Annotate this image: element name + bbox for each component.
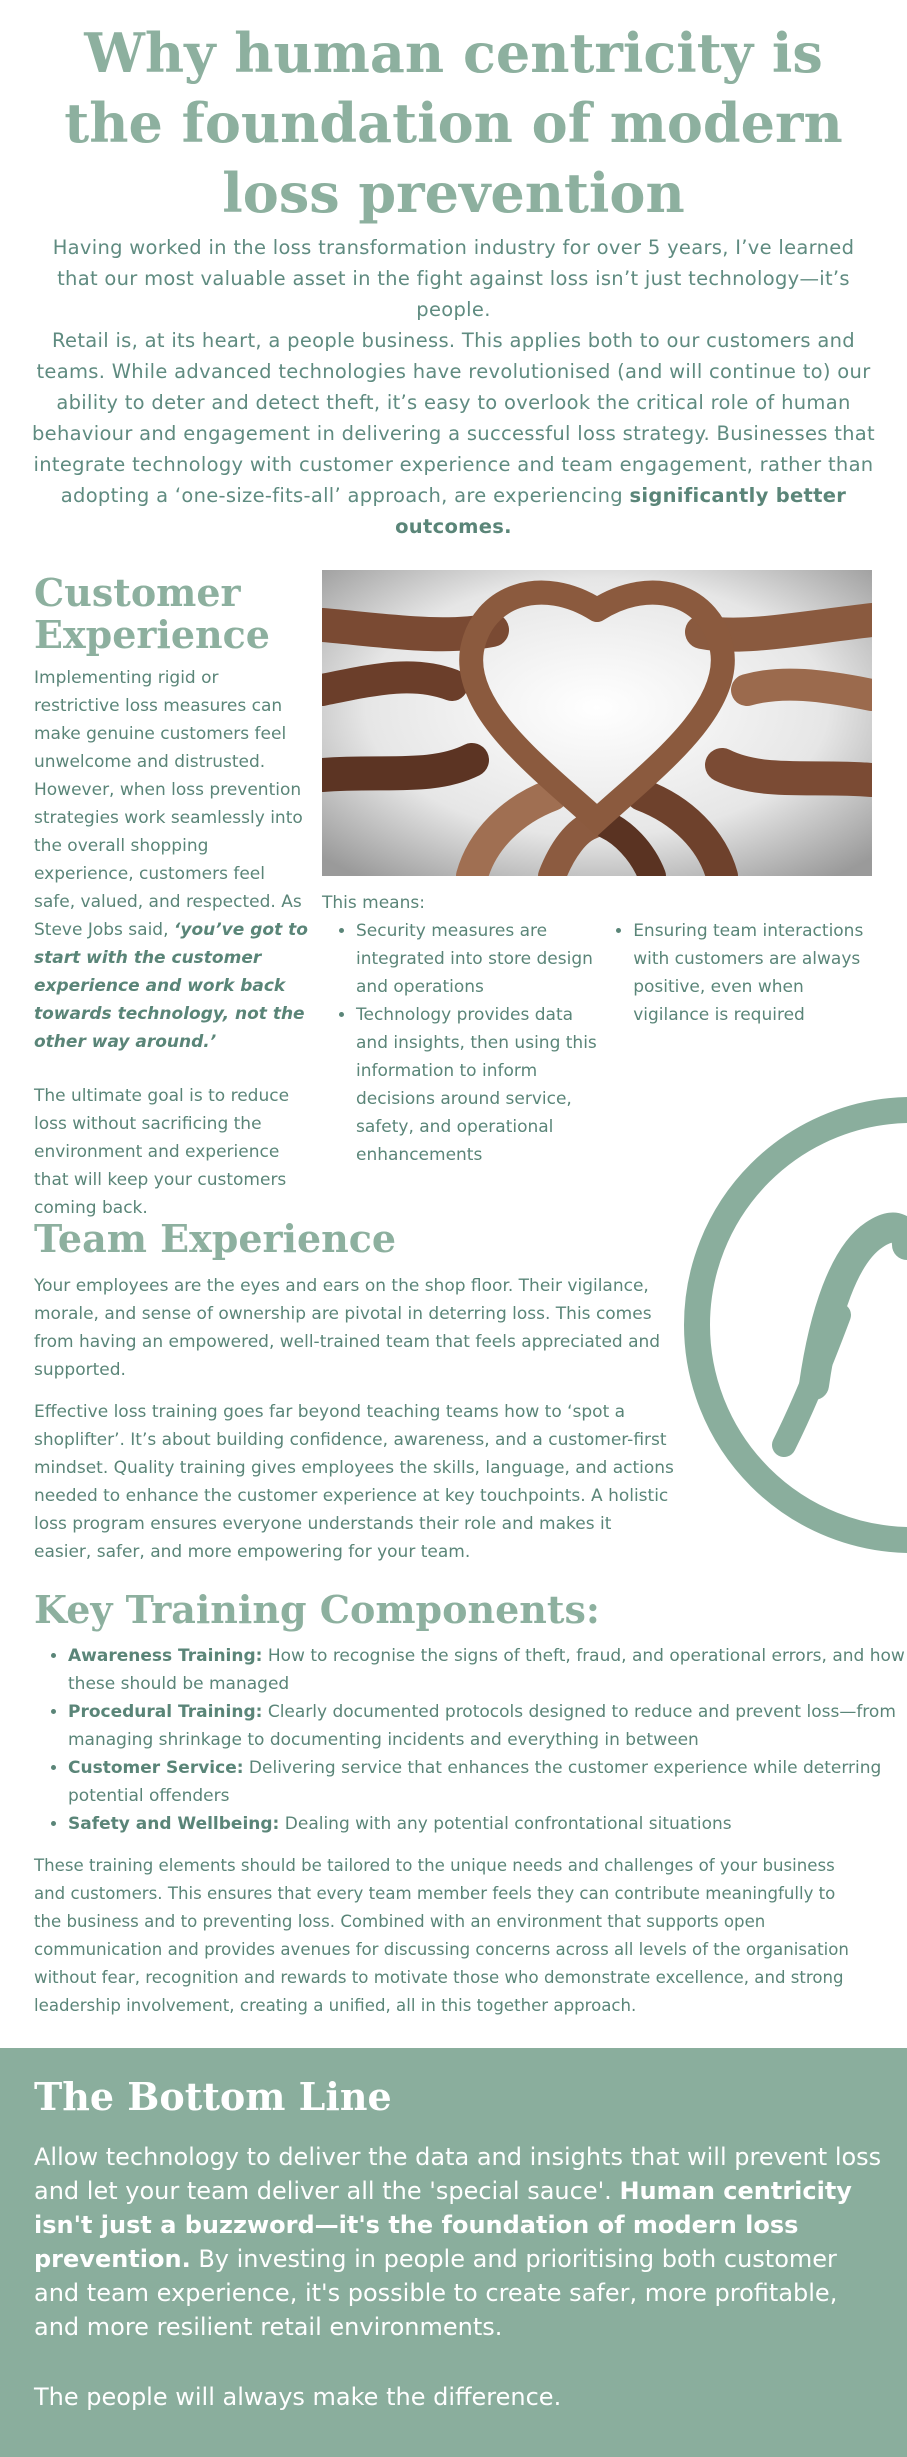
key-training-heading: Key Training Components: (34, 1587, 600, 1632)
bottom-line-closing: The people will always make the difference. (34, 2383, 562, 2411)
intro-section (30, 232, 877, 542)
training-summary: These training elements should be tailored to the unique needs and challenges of your business and customers. This ensures that every team member feels they can contribute meaningfully to the business and to preventing loss. Combined with an environment that supports open communication and provides avenues for discussing concerns across all levels of the organisation without fear, recognition and rewards to motivate those who demonstrate excellence, and strong leadership involvement, creating a unified, all in this together approach. (34, 1856, 849, 2015)
training-item-label: Customer Service: (68, 1758, 244, 1778)
customer-experience-paragraph (34, 664, 309, 1056)
list-item (68, 1754, 907, 1810)
team-paragraph-1: Your employees are the eyes and ears on the shop floor. Their vigilance, morale, and sense of ownership are pivotal in deterring loss. This comes from having an empowered, well-trained team that feels appreciated and supported. (34, 1276, 661, 1380)
intro-paragraph-2 (30, 325, 877, 542)
bottom-line-emphasis: Human centricity isn't just a buzzword—it's the foundation of modern loss prevention. (34, 2177, 852, 2273)
intro-emphasis: significantly better outcomes. (395, 484, 847, 538)
intro-paragraph-2-text: Retail is, at its heart, a people business. This applies both to our customers and teams. While advanced technologies have revolutionised (and will continue to) our ability to deter and detect theft, it’s easy to overlook the critical role of human behaviour and engagement in delivering a successful loss strategy. Businesses that integrate technology with customer experience and team engagement, rather than adopting a ‘one-size-fits-all’ approach, are experiencing (32, 329, 875, 507)
team-experience-text (34, 1272, 674, 1580)
list-item (68, 1698, 907, 1754)
key-training-list (34, 1642, 907, 1838)
bottom-line-heading: The Bottom Line (34, 2074, 392, 2119)
team-paragraph-2: Effective loss training goes far beyond teaching teams how to ‘spot a shoplifter’. It’s about building confidence, awareness, and a customer-first mindset. Quality training gives employees the skills, language, and actions needed to enhance the customer experience at key touchpoints. A holistic loss program ensures everyone understands their role and makes it easier, safer, and more empowering for your team. (34, 1402, 674, 1562)
list-item: • Security measures are integrated into store design and operations (356, 917, 599, 1001)
intro-paragraph-1: Having worked in the loss transformation industry for over 5 years, I’ve learned that our most valuable asset in the fight against loss isn’t just technology—it’s people. (52, 236, 855, 321)
list-item: • Ensuring team interactions with customers are always positive, even when vigilance is required (633, 917, 882, 1029)
training-item-text: Clearly documented protocols designed to reduce and prevent loss—from managing shrinkage to documenting incidents and everything in between (68, 1702, 896, 1750)
steve-jobs-quote: ‘you’ve got to start with the customer experience and work back towards technology, not the other way around.’ (34, 920, 308, 1052)
training-item-text: How to recognise the signs of theft, fraud, and operational errors, and how these should be managed (68, 1646, 905, 1694)
bottom-line-text (34, 2140, 884, 2344)
training-item-text: Dealing with any potential confrontational situations (279, 1814, 732, 1834)
customer-experience-heading: Customer Experience (34, 570, 270, 657)
this-means-label: This means: (322, 893, 425, 913)
bottom-line-text-2: By investing in people and prioritising both customer and team experience, it's possible to create safer, more profitable, and more resilient retail environments. (34, 2245, 838, 2341)
list-item: • Technology provides data and insights, then using this information to inform decisions around service, safety, and operational enhancements (356, 1001, 599, 1169)
training-item-label: Awareness Training: (68, 1646, 263, 1666)
brand-p-logo-icon (664, 1085, 907, 1565)
training-item-label: Procedural Training: (68, 1702, 263, 1722)
list-item (68, 1810, 907, 1838)
list-item (68, 1642, 907, 1698)
customer-experience-body: Implementing rigid or restrictive loss measures can make genuine customers feel unwelcome and distrusted. However, when loss prevention strategies work seamlessly into the overall shopping experience, customers feel safe, valued, and respected. As Steve Jobs said, (34, 668, 303, 940)
hands-heart-image (322, 570, 872, 876)
team-experience-heading: Team Experience (34, 1216, 397, 1261)
this-means-list-1 (322, 917, 599, 1169)
customer-goal-paragraph: The ultimate goal is to reduce loss without sacrificing the environment and experience that will keep your customers coming back. (34, 1086, 290, 1218)
bottom-line-text-1: Allow technology to deliver the data and insights that will prevent loss and let your team deliver all the 'special sauce'. (34, 2143, 882, 2205)
page-title: Why human centricity is the foundation of modern loss prevention (64, 21, 843, 225)
training-item-text: Delivering service that enhances the customer experience while deterring potential offenders (68, 1758, 882, 1806)
customer-experience-text (34, 664, 309, 1222)
training-item-label: Safety and Wellbeing: (68, 1814, 280, 1834)
hands-heart-illustration (322, 570, 872, 876)
